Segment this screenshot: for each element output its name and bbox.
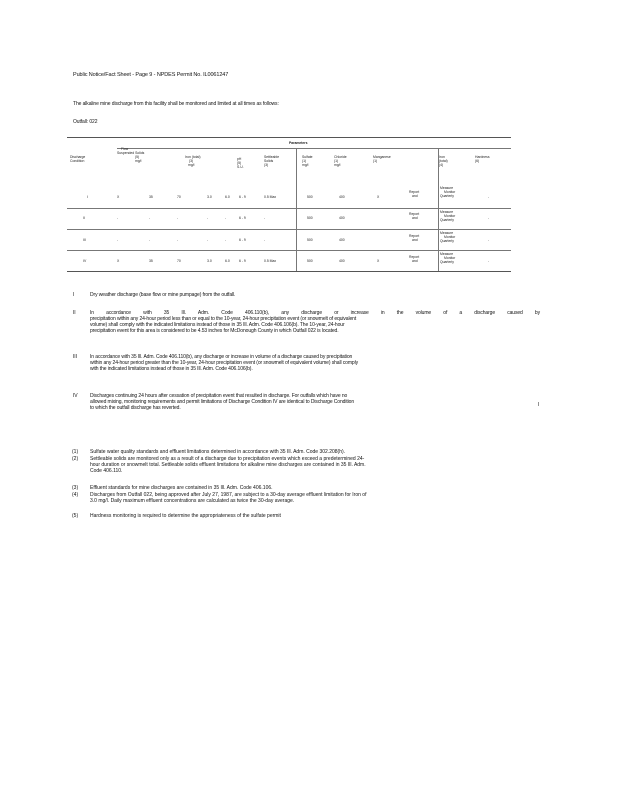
col-header-condition: Discharge Condition bbox=[70, 155, 86, 163]
column-divider bbox=[438, 148, 439, 271]
limits-table: Parameters Discharge Condition Flow Suspended Solids (5) mg/l Iron (total) (3) mg/l pH (5) S.U. Settleable Solids (3) Sulfate (1) mg/l Chloride (1) mg/l Manganese (1) Iron (total) (4) Hardness (6) I X 35 70 3.0 6.0 6 - 9 0.5 Max 500 400 X Report and Measure Monitor Quarterly - II - - - - - 6 - 9 - 500 400 Report and Measure Monitor Quarterly - III - - - - - 6 - 9 - 500 400 Report and Measure Monitor Quarterly - IV X 35 70 3.0 6.0 6 - 9 0.5 Max 500 400 X Report and Measure Monitor Quarterly - bbox=[67, 137, 511, 272]
intro-text: The alkaline mine discharge from this facility shall be monitored and limited at all times as follows: bbox=[73, 101, 279, 107]
col-header-iron-total: Iron (total) (4) bbox=[439, 155, 448, 167]
row-divider bbox=[67, 229, 511, 230]
parameters-heading: Parameters bbox=[289, 141, 308, 145]
row-divider bbox=[67, 208, 511, 209]
col-header-flow-tss: Flow Suspended Solids (5) mg/l bbox=[117, 147, 145, 163]
col-header-iron: Iron (total) (3) mg/l bbox=[185, 155, 201, 167]
col-header-sulfate: Sulfate (1) mg/l bbox=[302, 155, 313, 167]
table-header-divider bbox=[117, 148, 511, 149]
col-header-hardness: Hardness (6) bbox=[475, 155, 490, 163]
outfall-label: Outfall: 022 bbox=[73, 119, 98, 125]
column-divider bbox=[296, 148, 297, 271]
margin-mark: I bbox=[538, 402, 540, 408]
col-header-chloride: Chloride (1) mg/l bbox=[334, 155, 347, 167]
col-header-ph: pH (5) S.U. bbox=[237, 157, 244, 169]
col-header-manganese: Manganese (1) bbox=[373, 155, 391, 163]
row-divider bbox=[67, 250, 511, 251]
col-header-settleable: Settleable Solids (3) bbox=[264, 155, 280, 167]
page-title: Public Notice/Fact Sheet - Page 9 - NPDES Permit No. IL0061247 bbox=[73, 72, 229, 78]
